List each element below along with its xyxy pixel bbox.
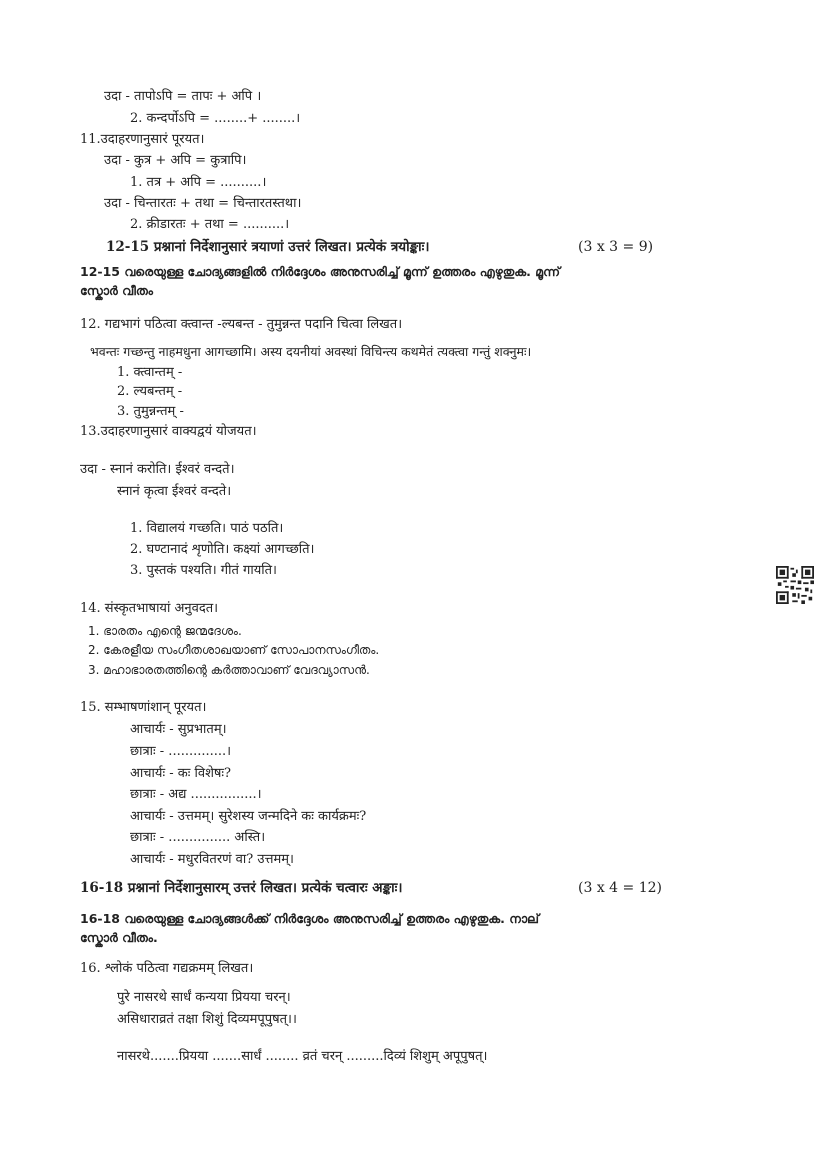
q16-title: 16. श्लोकं पठित्वा गद्यक्रमम् लिखत। [80, 961, 254, 976]
q14-item-2: 2. കേരളീയ സംഗീതശാഖയാണ് സോപാനസംഗീതം. [88, 643, 380, 657]
q16-prose-order: नासरथे.......प्रियया .......सार्धं ........ व्रतं चरन् .........दिव्यं शिशुम् अपूपुषत्। [117, 1049, 488, 1064]
q16-verse-line-1: पुरे नासरथे सार्धं कन्यया प्रियया चरन्। [117, 990, 291, 1005]
q13-item-2: 2. घण्टानादं शृणोति। कक्ष्यां आगच्छति। [130, 542, 315, 557]
section-12-15-heading: 12-15 प्रश्नानां निर्देशानुसारं त्रयाणां उत्तरं लिखत। प्रत्येकं त्रयोङ्काः। [106, 239, 430, 255]
q16-verse-line-2: असिधाराव्रतं तक्षा शिशुं दिव्यमपूपुषत्।। [117, 1012, 297, 1027]
q12-title: 12. गद्यभागं पठित्वा क्त्वान्त -ल्यबन्त - तुमुन्नन्त पदानि चित्वा लिखत। [80, 317, 403, 332]
q10-example: उदा - तापोऽपि = तापः + अपि । [104, 89, 262, 104]
q13-title: 13.उदाहरणानुसारं वाक्यद्वयं योजयत। [80, 424, 257, 439]
q14-item-1: 1. ഭാരതം എന്റെ ജന്മദേശം. [88, 624, 242, 638]
section-12-15-malayalam-line-2: സ്കോർ വീതം [80, 283, 153, 298]
q15-dialogue-line: आचार्यः - सुप्रभातम्। [130, 722, 227, 737]
section-12-15-malayalam-line-1: 12-15 വരെയുള്ള ചോദ്യങ്ങളിൽ നിർദ്ദേശം അനുസരിച്ച് മൂന്ന് ഉത്തരം എഴുതുക. മൂന്ന് [80, 264, 561, 279]
section-16-18-malayalam-line-1: 16-18 വരെയുള്ള ചോദ്യങ്ങൾക്ക് നിർദ്ദേശം അനുസരിച്ച് ഉത്തരം എഴുതുക. നാല് [80, 911, 539, 926]
q15-dialogue-line: आचार्यः - उत्तमम्। सुरेशस्य जन्मदिने कः कार्यक्रमः? [130, 809, 367, 824]
q14-item-3: 3. മഹാഭാരതത്തിന്റെ കർത്താവാണ് വേദവ്യാസൻ. [88, 663, 370, 677]
q12-passage: भवन्तः गच्छन्तु नाहमधुना आगच्छामि। अस्य दयनीयां अवस्थां विचिन्त्य कथमेतं त्यक्त्वा गन्तुं शक्नुमः। [90, 344, 532, 359]
q15-dialogue-line: आचार्यः - मधुरवितरणं वा? उत्तमम्। [130, 852, 294, 867]
q15-dialogue-line: आचार्यः - कः विशेषः? [130, 766, 232, 781]
q12-item-2: 2. ल्यबन्तम् - [117, 384, 183, 399]
q14-title: 14. संस्कृतभाषायां अनुवदत। [80, 601, 219, 616]
q11-example-1: उदा - कुत्र + अपि = कुत्रापि। [104, 153, 247, 168]
q15-dialogue-line: छात्राः - ..............। [130, 744, 232, 759]
q12-item-3: 3. तुमुन्नन्तम् - [117, 404, 184, 419]
q10-item-2: 2. कन्दर्पोऽपि = ........+ ........। [130, 111, 301, 126]
q13-example-1: उदा - स्नानं करोति। ईश्वरं वन्दते। [80, 462, 235, 477]
section-12-15-marks: (3 x 3 = 9) [578, 239, 654, 255]
q11-item-1: 1. तत्र + अपि = ..........। [130, 175, 267, 190]
section-16-18-marks: (3 x 4 = 12) [578, 880, 662, 896]
section-16-18-heading: 16-18 प्रश्नानां निर्देशानुसारम् उत्तरं लिखत। प्रत्येकं चत्वारः अङ्काः। [80, 880, 403, 896]
q13-item-1: 1. विद्यालयं गच्छति। पाठं पठति। [130, 521, 284, 536]
q15-title: 15. सम्भाषणांशान् पूरयत। [80, 700, 207, 715]
qr-code-icon [776, 566, 814, 604]
section-16-18-malayalam-line-2: സ്കോർ വീതം. [80, 930, 158, 945]
q11-title: 11.उदाहरणानुसारं पूरयत। [80, 132, 205, 147]
q15-dialogue-line: छात्राः - ............... अस्ति। [130, 830, 266, 845]
q13-example-2: स्नानं कृत्वा ईश्वरं वन्दते। [117, 484, 232, 499]
q13-item-3: 3. पुस्तकं पश्यति। गीतं गायति। [130, 563, 277, 578]
q12-item-1: 1. क्त्वान्तम् - [117, 365, 183, 380]
q11-item-2: 2. क्रीडारतः + तथा = ..........। [130, 217, 290, 232]
q15-dialogue-line: छात्राः - अद्य ................। [130, 787, 262, 802]
q11-example-2: उदा - चिन्तारतः + तथा = चिन्तारतस्तथा। [104, 196, 302, 211]
